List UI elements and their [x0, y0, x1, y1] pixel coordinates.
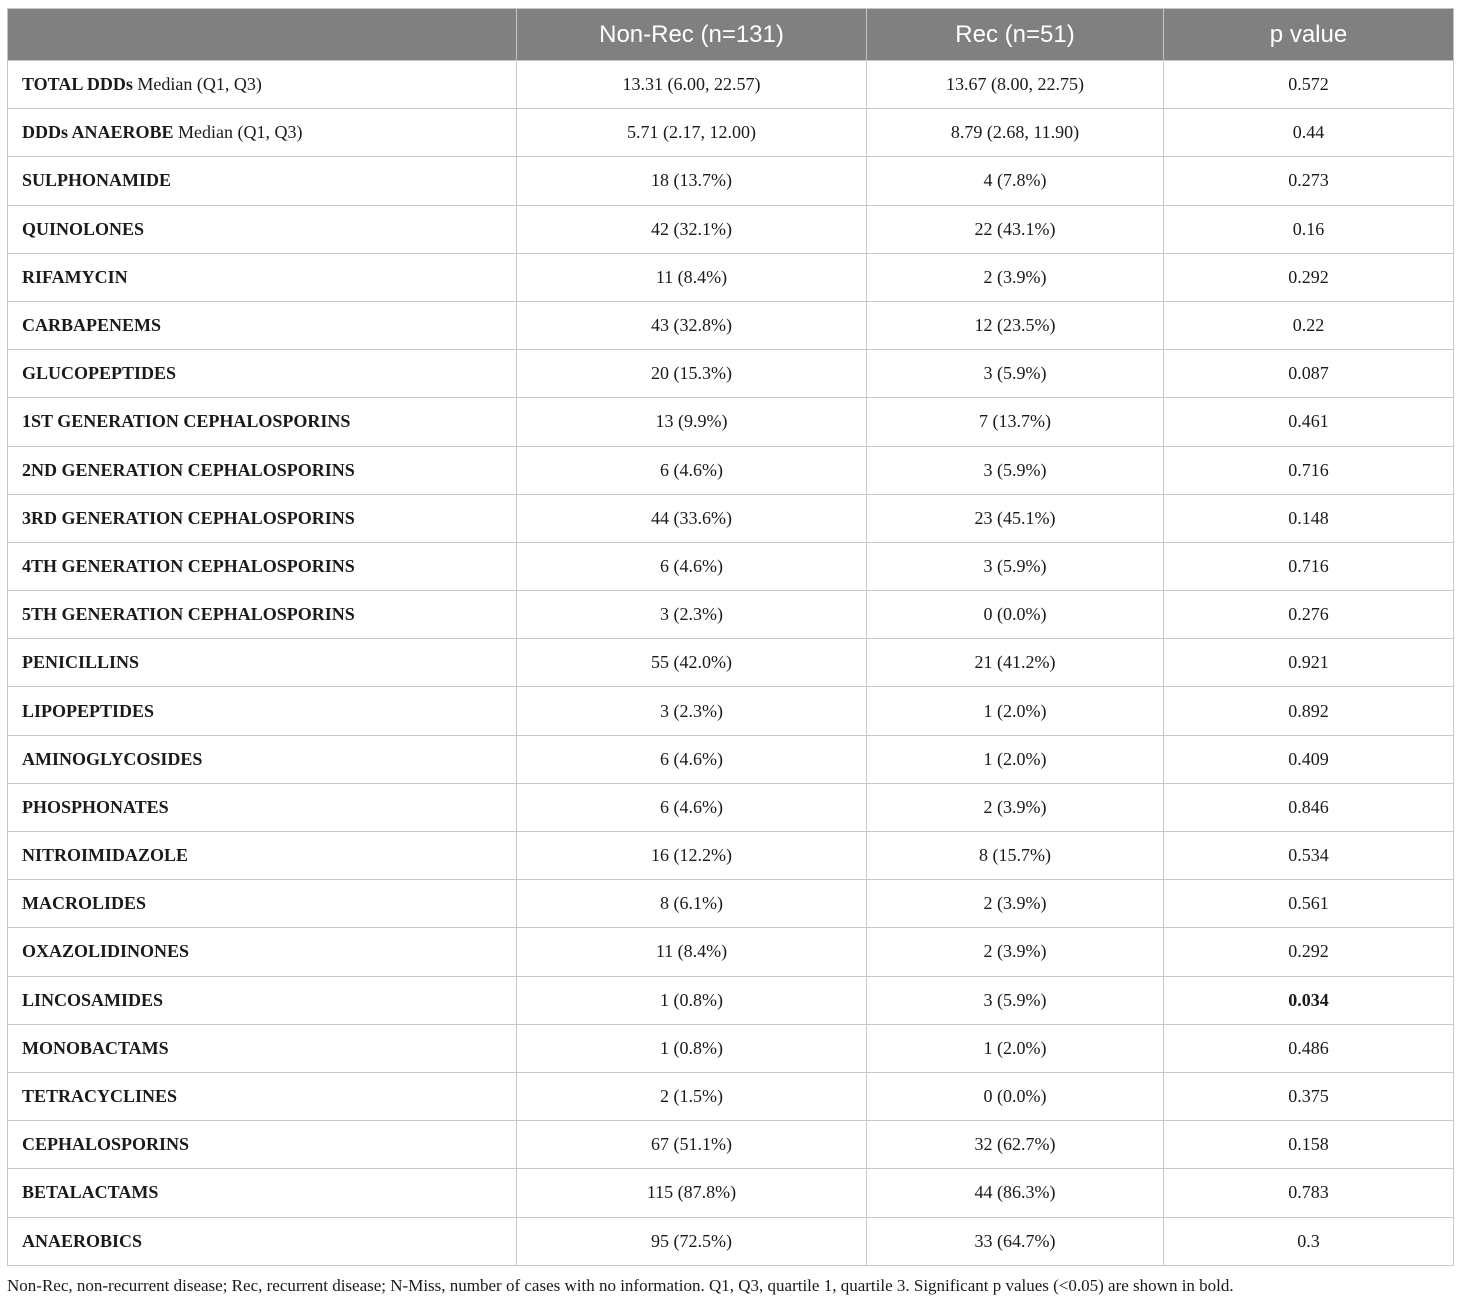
cell-p-value: 0.716 [1164, 446, 1454, 494]
row-label-name: GLUCOPEPTIDES [22, 363, 177, 384]
cell-rec: 1 (2.0%) [867, 687, 1164, 735]
row-label-name: LINCOSAMIDES [22, 989, 164, 1010]
header-variable [8, 9, 517, 61]
table-row [8, 880, 1454, 928]
cell-rec: 3 (5.9%) [867, 446, 1164, 494]
cell-rec: 7 (13.7%) [867, 398, 1164, 446]
cell-rec: 3 (5.9%) [867, 542, 1164, 590]
row-label-name: MACROLIDES [22, 893, 147, 914]
row-label-name: OXAZOLIDINONES [22, 941, 190, 962]
cell-p-value: 0.375 [1164, 1072, 1454, 1120]
cell-p-value: 0.846 [1164, 783, 1454, 831]
row-label [8, 398, 517, 446]
row-label [8, 1121, 517, 1169]
table-row [8, 783, 1454, 831]
row-label [8, 928, 517, 976]
cell-p-value: 0.561 [1164, 880, 1454, 928]
cell-non-rec: 3 (2.3%) [517, 687, 867, 735]
table-row [8, 639, 1454, 687]
row-label [8, 1072, 517, 1120]
cell-p-value: 0.292 [1164, 928, 1454, 976]
table-row [8, 735, 1454, 783]
row-label-name: PHOSPHONATES [22, 796, 169, 817]
table-row [8, 1121, 1454, 1169]
cell-rec: 2 (3.9%) [867, 783, 1164, 831]
row-label-name: ANAEROBICS [22, 1230, 143, 1251]
row-label [8, 639, 517, 687]
cell-non-rec: 1 (0.8%) [517, 976, 867, 1024]
cell-p-value: 0.716 [1164, 542, 1454, 590]
table-footnote: Non-Rec, non-recurrent disease; Rec, recurrent disease; N-Miss, number of cases with no information. Q1, Q3, quartile 1, quartile 3. Significant p values (<0.05) are shown in bold. [7, 1276, 1234, 1295]
table-row [8, 1024, 1454, 1072]
cell-p-value: 0.534 [1164, 832, 1454, 880]
table-row [8, 205, 1454, 253]
cell-rec: 44 (86.3%) [867, 1169, 1164, 1217]
row-label [8, 783, 517, 831]
cell-rec: 4 (7.8%) [867, 157, 1164, 205]
table-row [8, 591, 1454, 639]
row-label-name: CEPHALOSPORINS [22, 1134, 190, 1155]
row-label-name: QUINOLONES [22, 218, 145, 239]
cell-non-rec: 18 (13.7%) [517, 157, 867, 205]
table-container [7, 8, 1453, 1266]
row-label [8, 735, 517, 783]
cell-non-rec: 115 (87.8%) [517, 1169, 867, 1217]
row-label [8, 446, 517, 494]
table-row [8, 687, 1454, 735]
cell-non-rec: 11 (8.4%) [517, 253, 867, 301]
row-label-name: BETALACTAMS [22, 1182, 159, 1203]
cell-non-rec: 43 (32.8%) [517, 301, 867, 349]
cell-non-rec: 20 (15.3%) [517, 350, 867, 398]
cell-rec: 23 (45.1%) [867, 494, 1164, 542]
cell-rec: 8 (15.7%) [867, 832, 1164, 880]
table-row [8, 832, 1454, 880]
cell-non-rec: 55 (42.0%) [517, 639, 867, 687]
row-label [8, 542, 517, 590]
row-label-name: 1ST GENERATION CEPHALOSPORINS [22, 411, 351, 432]
table-row [8, 976, 1454, 1024]
cell-p-value: 0.22 [1164, 301, 1454, 349]
row-label [8, 350, 517, 398]
cell-p-value: 0.16 [1164, 205, 1454, 253]
row-label-statistic: Median (Q1, Q3) [132, 74, 262, 95]
table-header [8, 9, 1454, 61]
table-body [8, 61, 1454, 1266]
cell-rec: 2 (3.9%) [867, 253, 1164, 301]
cell-rec: 13.67 (8.00, 22.75) [867, 61, 1164, 109]
row-label-name: SULPHONAMIDE [22, 170, 172, 191]
cell-p-value: 0.3 [1164, 1217, 1454, 1265]
cell-p-value: 0.44 [1164, 109, 1454, 157]
row-label [8, 494, 517, 542]
cell-rec: 2 (3.9%) [867, 928, 1164, 976]
cell-p-value: 0.486 [1164, 1024, 1454, 1072]
cell-non-rec: 6 (4.6%) [517, 542, 867, 590]
row-label-name: CARBAPENEMS [22, 315, 162, 336]
cell-rec: 3 (5.9%) [867, 976, 1164, 1024]
table-row [8, 446, 1454, 494]
row-label [8, 301, 517, 349]
cell-p-value: 0.892 [1164, 687, 1454, 735]
cell-rec: 1 (2.0%) [867, 735, 1164, 783]
cell-non-rec: 13 (9.9%) [517, 398, 867, 446]
row-label [8, 1169, 517, 1217]
cell-non-rec: 5.71 (2.17, 12.00) [517, 109, 867, 157]
cell-non-rec: 1 (0.8%) [517, 1024, 867, 1072]
table-row [8, 350, 1454, 398]
cell-p-value: 0.921 [1164, 639, 1454, 687]
cell-non-rec: 13.31 (6.00, 22.57) [517, 61, 867, 109]
cell-non-rec: 2 (1.5%) [517, 1072, 867, 1120]
cell-non-rec: 8 (6.1%) [517, 880, 867, 928]
cell-non-rec: 67 (51.1%) [517, 1121, 867, 1169]
table-row [8, 928, 1454, 976]
cell-non-rec: 3 (2.3%) [517, 591, 867, 639]
header-rec: Rec (n=51) [867, 9, 1164, 61]
header-non-rec: Non-Rec (n=131) [517, 9, 867, 61]
cell-p-value: 0.148 [1164, 494, 1454, 542]
row-label [8, 880, 517, 928]
row-label [8, 832, 517, 880]
cell-rec: 33 (64.7%) [867, 1217, 1164, 1265]
cell-rec: 8.79 (2.68, 11.90) [867, 109, 1164, 157]
cell-rec: 21 (41.2%) [867, 639, 1164, 687]
cell-p-value: 0.158 [1164, 1121, 1454, 1169]
row-label-name: RIFAMYCIN [22, 266, 128, 287]
table-row [8, 157, 1454, 205]
cell-non-rec: 95 (72.5%) [517, 1217, 867, 1265]
row-label-name: AMINOGLYCOSIDES [22, 748, 203, 769]
cell-p-value: 0.461 [1164, 398, 1454, 446]
table-row [8, 1217, 1454, 1265]
row-label-name: NITROIMIDAZOLE [22, 845, 189, 866]
row-label-name: 4TH GENERATION CEPHALOSPORINS [22, 555, 355, 576]
cell-p-value: 0.087 [1164, 350, 1454, 398]
row-label [8, 591, 517, 639]
row-label-name: TOTAL DDDs [22, 74, 133, 95]
row-label [8, 976, 517, 1024]
row-label [8, 205, 517, 253]
row-label-name: PENICILLINS [22, 652, 140, 673]
cell-non-rec: 6 (4.6%) [517, 735, 867, 783]
cell-non-rec: 16 (12.2%) [517, 832, 867, 880]
cell-non-rec: 6 (4.6%) [517, 446, 867, 494]
row-label-name: DDDs ANAEROBE [22, 122, 174, 143]
row-label-name: TETRACYCLINES [22, 1086, 178, 1107]
cell-rec: 2 (3.9%) [867, 880, 1164, 928]
table-row [8, 1072, 1454, 1120]
header-p-value: p value [1164, 9, 1454, 61]
cell-non-rec: 11 (8.4%) [517, 928, 867, 976]
row-label [8, 61, 517, 109]
cell-rec: 22 (43.1%) [867, 205, 1164, 253]
table-row [8, 301, 1454, 349]
table-row [8, 61, 1454, 109]
cell-p-value: 0.783 [1164, 1169, 1454, 1217]
cell-rec: 32 (62.7%) [867, 1121, 1164, 1169]
cell-rec: 3 (5.9%) [867, 350, 1164, 398]
row-label [8, 253, 517, 301]
row-label-name: 5TH GENERATION CEPHALOSPORINS [22, 604, 355, 625]
cell-p-value: 0.409 [1164, 735, 1454, 783]
cell-p-value: 0.273 [1164, 157, 1454, 205]
header-row [8, 9, 1454, 61]
row-label [8, 157, 517, 205]
cell-rec: 1 (2.0%) [867, 1024, 1164, 1072]
table-row [8, 1169, 1454, 1217]
table-row [8, 398, 1454, 446]
table-row [8, 109, 1454, 157]
table-row [8, 253, 1454, 301]
row-label-name: LIPOPEPTIDES [22, 700, 155, 721]
cell-non-rec: 6 (4.6%) [517, 783, 867, 831]
cell-rec: 0 (0.0%) [867, 1072, 1164, 1120]
cell-rec: 12 (23.5%) [867, 301, 1164, 349]
row-label-name: MONOBACTAMS [22, 1037, 169, 1058]
row-label [8, 109, 517, 157]
cell-p-value: 0.292 [1164, 253, 1454, 301]
cell-p-value: 0.572 [1164, 61, 1454, 109]
table-row [8, 542, 1454, 590]
cell-p-value: 0.034 [1164, 976, 1454, 1024]
cell-non-rec: 44 (33.6%) [517, 494, 867, 542]
results-table [7, 8, 1454, 1266]
row-label [8, 687, 517, 735]
row-label-statistic: Median (Q1, Q3) [173, 122, 303, 143]
cell-non-rec: 42 (32.1%) [517, 205, 867, 253]
row-label [8, 1024, 517, 1072]
cell-p-value: 0.276 [1164, 591, 1454, 639]
table-row [8, 494, 1454, 542]
row-label-name: 2ND GENERATION CEPHALOSPORINS [22, 459, 355, 480]
cell-rec: 0 (0.0%) [867, 591, 1164, 639]
row-label-name: 3RD GENERATION CEPHALOSPORINS [22, 507, 355, 528]
row-label [8, 1217, 517, 1265]
